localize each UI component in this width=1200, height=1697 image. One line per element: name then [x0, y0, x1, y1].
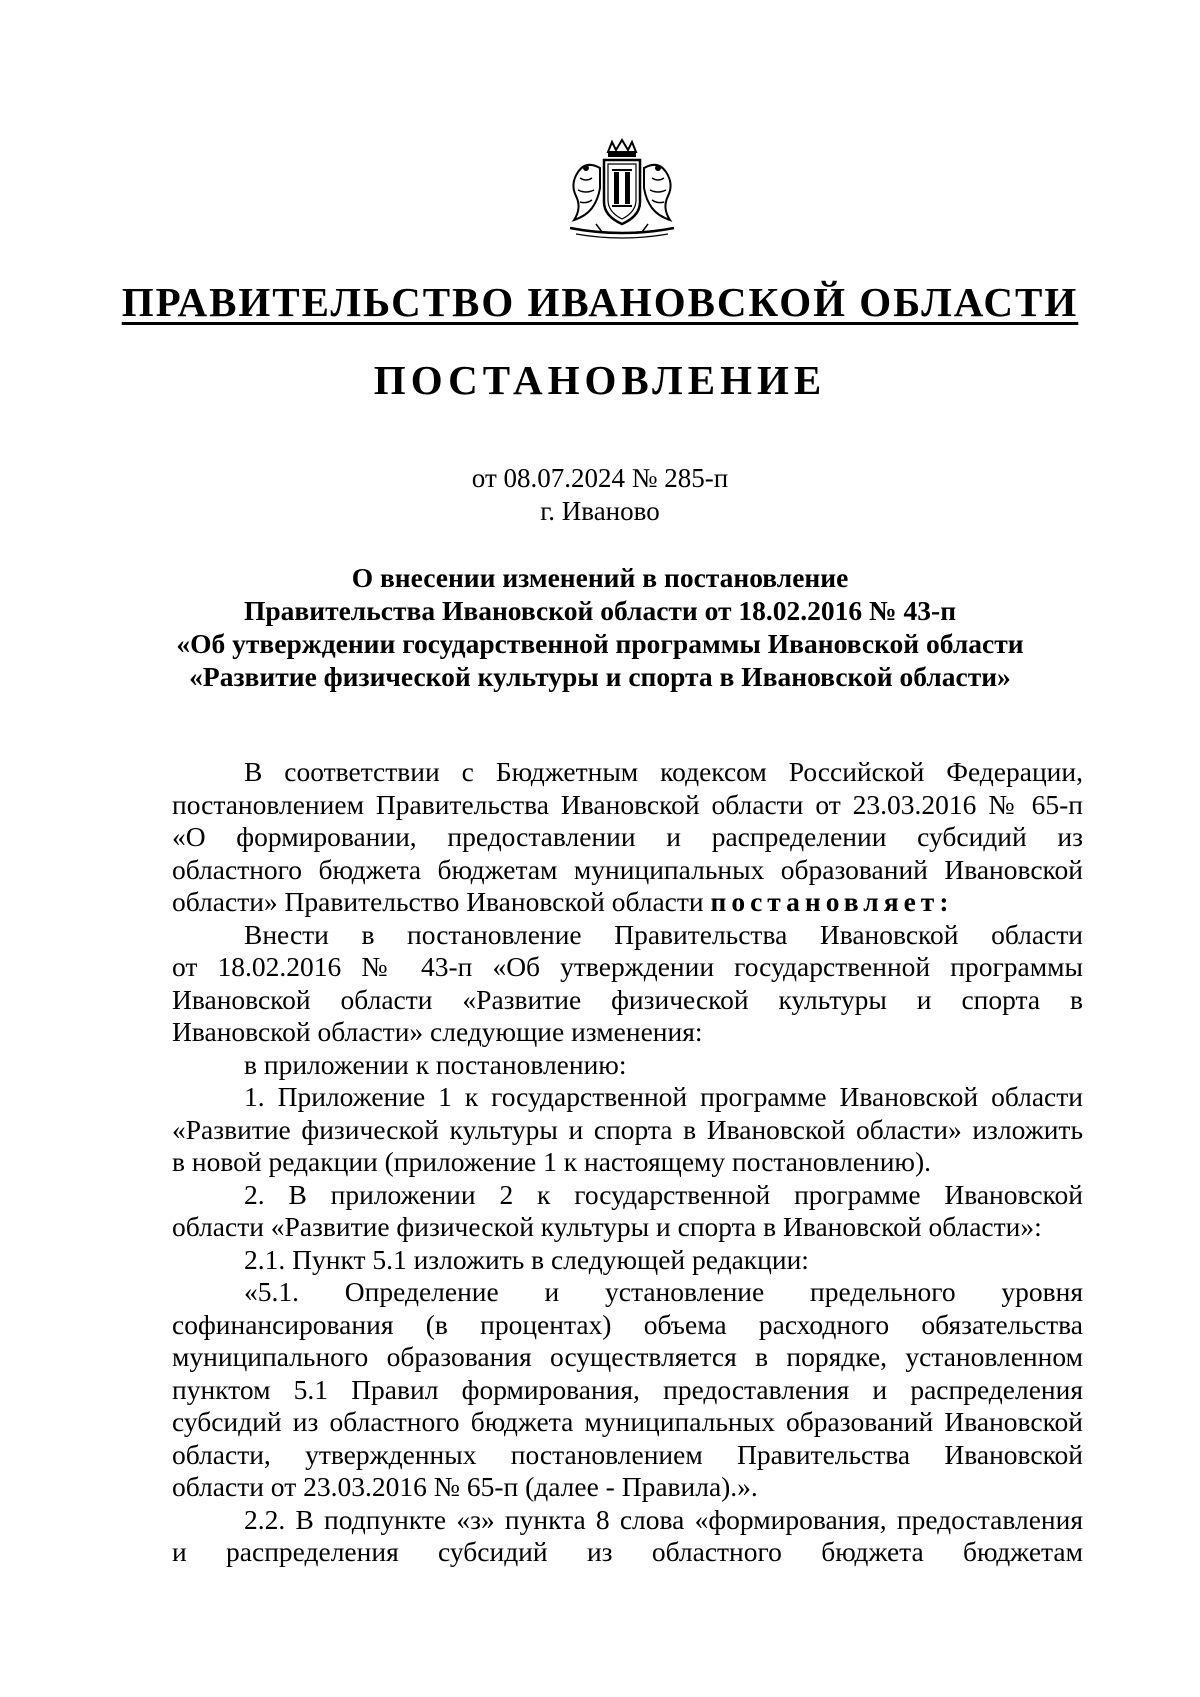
body-line: и распределения субсидий из областного бюджета бюджетам — [172, 1536, 1083, 1567]
date-and-number: от 08.07.2024 № 285-п — [471, 463, 729, 493]
body-line: Внести в постановление Правительства Ивановской области — [244, 918, 1083, 950]
body-line: в новой редакции (приложение 1 к настоящему постановлению). — [172, 1146, 932, 1177]
body-line: 2.2. В подпункте «з» пункта 8 слова «формирования, предоставления — [244, 1503, 1083, 1535]
body-line: «5.1. Определение и установление предельного уровня — [244, 1276, 1083, 1307]
city-name: г. Иваново — [540, 496, 660, 526]
body-line: 2. В приложении 2 к государственной программе Ивановской — [244, 1178, 1083, 1210]
body-line-text: области» Правительство Ивановской области — [172, 886, 711, 917]
body-line: «О формировании, предоставлении и распределении субсидий из — [172, 821, 1083, 852]
body-line: Ивановской области «Развитие физической культуры и спорта в — [172, 983, 1083, 1015]
coat-of-arms-emblem-icon — [556, 138, 688, 242]
body-line: пунктом 5.1 Правил формирования, предоставления и распределения — [172, 1373, 1083, 1405]
body-line: от 18.02.2016 № 43-п «Об утверждении государственной программы — [172, 951, 1083, 982]
body-line: области «Развитие физической культуры и спорта в Ивановской области»: — [172, 1211, 1042, 1242]
subject-line: «Об утверждении государственной программы Ивановской области — [176, 628, 1024, 659]
body-line: постановлением Правительства Ивановской области от 23.03.2016 № 65-п — [172, 788, 1083, 820]
body-line: области от 23.03.2016 № 65-п (далее - Правила).». — [172, 1471, 758, 1502]
body-line: субсидий из областного бюджета муниципальных образований Ивановской — [172, 1406, 1083, 1437]
document-body — [172, 756, 1083, 1569]
body-line: области, утвержденных постановлением Правительства Ивановской — [172, 1438, 1083, 1470]
body-line: Ивановской области» следующие изменения: — [172, 1016, 703, 1047]
body-line: софинансирования (в процентах) объема расходного обязательства — [172, 1308, 1083, 1340]
document-subject — [120, 561, 1080, 693]
body-line: областного бюджета бюджетам муниципальных образований Ивановской — [172, 853, 1083, 885]
body-line — [172, 886, 1083, 919]
body-line: 1. Приложение 1 к государственной программе Ивановской области — [244, 1081, 1083, 1112]
subject-line: О внесении изменений в постановление — [351, 562, 849, 593]
government-title: ПРАВИТЕЛЬСТВО ИВАНОВСКОЙ ОБЛАСТИ — [121, 279, 1079, 325]
body-line: муниципального образования осуществляется в порядке, установленном — [172, 1341, 1083, 1372]
resolves-word: постановляет: — [710, 886, 954, 917]
subject-line: Правительства Ивановской области от 18.02.2016 № 43-п — [243, 595, 957, 626]
body-line: в приложении к постановлению: — [244, 1048, 627, 1080]
body-line: «Развитие физической культуры и спорта в Ивановской области» изложить — [172, 1113, 1083, 1145]
body-line: В соответствии с Бюджетным кодексом Российской Федерации, — [244, 756, 1083, 787]
body-line: 2.1. Пункт 5.1 изложить в следующей редакции: — [244, 1243, 809, 1275]
document-type-title: ПОСТАНОВЛЕНИЕ — [373, 357, 827, 403]
subject-line: «Развитие физической культуры и спорта в Ивановской области» — [189, 661, 1011, 692]
